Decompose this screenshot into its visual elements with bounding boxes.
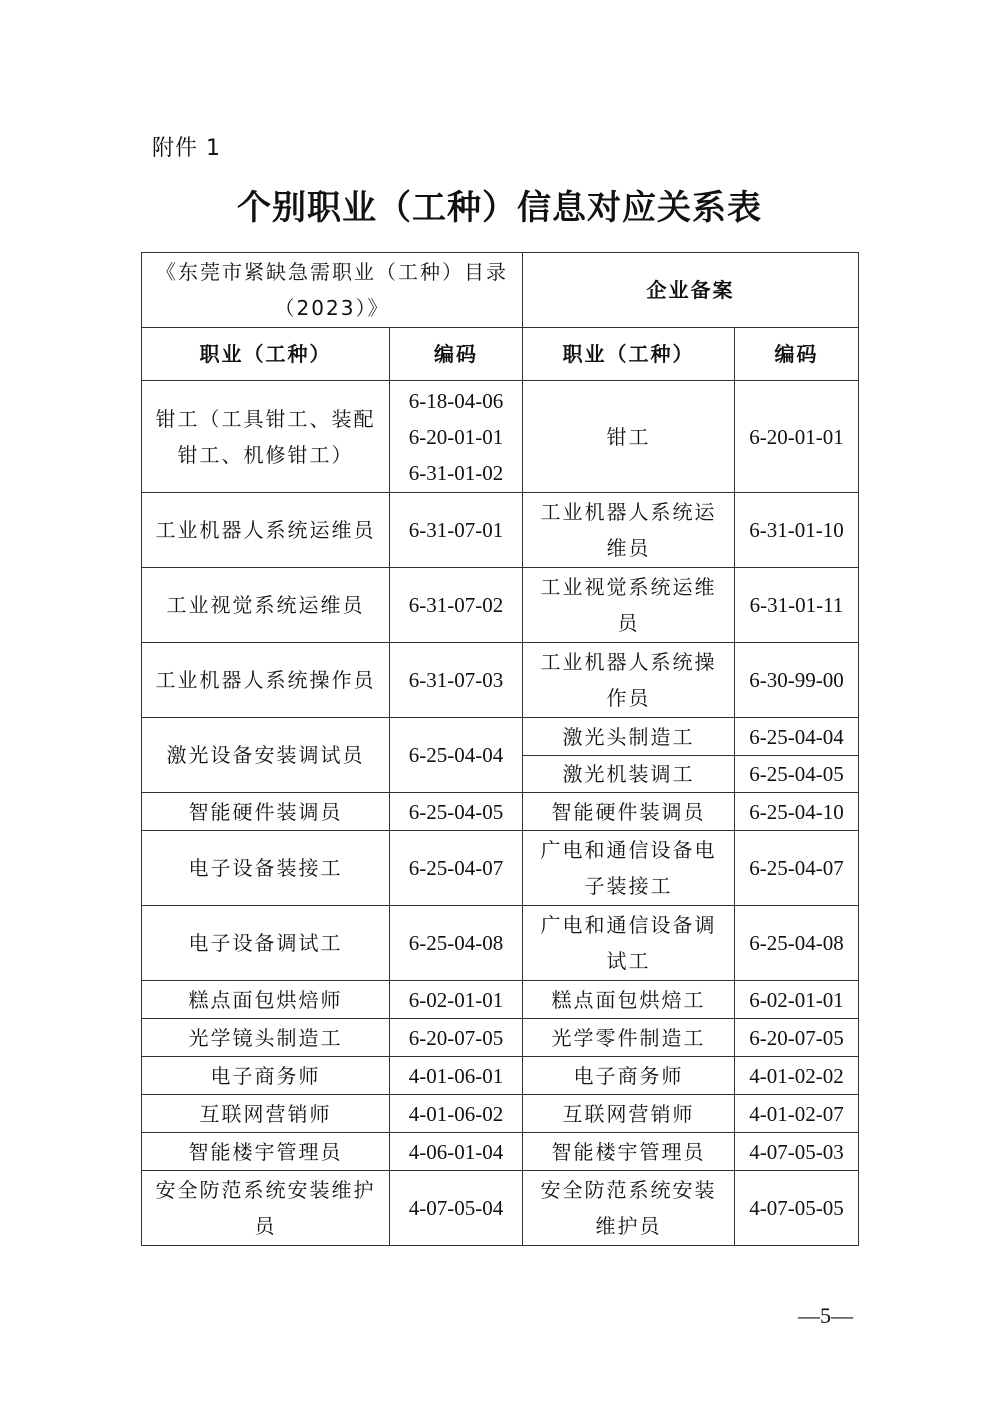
code-right: 4-01-02-02 [735,1057,859,1095]
occupation-left: 激光设备安装调试员 [142,718,390,793]
code-left: 6-25-04-05 [390,793,523,831]
occupation-left: 工业机器人系统运维员 [142,493,390,568]
code-left: 4-01-06-02 [390,1095,523,1133]
code-right: 4-01-02-07 [735,1095,859,1133]
occupation-left: 工业视觉系统运维员 [142,568,390,643]
occupation-left: 电子设备装接工 [142,831,390,906]
code-left: 4-07-05-04 [390,1171,523,1246]
occupation-left: 电子设备调试工 [142,906,390,981]
code-left: 6-25-04-08 [390,906,523,981]
table-row [142,493,859,568]
page-number: —5— [798,1303,853,1328]
col-header-code-right: 编码 [735,328,859,381]
occupation-right: 互联网营销师 [523,1095,735,1133]
table-row [142,1057,859,1095]
code-left: 6-31-07-01 [390,493,523,568]
document-title: 个别职业（工种）信息对应关系表 [237,188,762,228]
occupation-left: 糕点面包烘焙师 [142,981,390,1019]
table-row [142,831,859,906]
occupation-right: 工业机器人系统操作员 [523,643,735,718]
occupation-left: 光学镜头制造工 [142,1019,390,1057]
table-row [142,381,859,493]
table-row [142,1095,859,1133]
table-row [142,1171,859,1246]
col-header-code-left: 编码 [390,328,523,381]
table-row [142,1019,859,1057]
code-left: 6-31-07-02 [390,568,523,643]
code-left: 4-01-06-01 [390,1057,523,1095]
code-right: 6-30-99-00 [735,643,859,718]
group-header-enterprise: 企业备案 [523,253,859,328]
code-left: 6-25-04-04 [390,718,523,793]
column-header-row [142,328,859,381]
code-left-line: 6-18-04-06 [408,388,504,413]
code-right: 6-25-04-04 [735,718,859,756]
code-left: 6-31-07-03 [390,643,523,718]
occupation-right: 广电和通信设备调试工 [523,906,735,981]
col-header-occupation-right: 职业（工种） [523,328,735,381]
occupation-left: 智能楼宇管理员 [142,1133,390,1171]
occupation-left: 钳工（工具钳工、装配钳工、机修钳工） [142,381,390,493]
occupation-right: 工业机器人系统运维员 [523,493,735,568]
code-right: 4-07-05-03 [735,1133,859,1171]
code-left: 6-25-04-07 [390,831,523,906]
code-right: 6-20-01-01 [735,381,859,493]
table-row [142,793,859,831]
code-right: 6-25-04-08 [735,906,859,981]
occupation-left: 互联网营销师 [142,1095,390,1133]
occupation-right: 工业视觉系统运维员 [523,568,735,643]
table-row [142,1133,859,1171]
table-row [142,981,859,1019]
code-left [390,381,523,493]
occupation-right: 激光机装调工 [523,756,735,793]
group-header-row [142,253,859,328]
occupation-left: 智能硬件装调员 [142,793,390,831]
occupation-right: 智能硬件装调员 [523,793,735,831]
table-row [142,906,859,981]
occupation-right: 钳工 [523,381,735,493]
code-left-line: 6-20-01-01 [408,424,504,449]
occupation-left: 工业机器人系统操作员 [142,643,390,718]
attachment-label: 附件 1 [152,136,221,161]
occupation-left: 安全防范系统安装维护员 [142,1171,390,1246]
col-header-occupation-left: 职业（工种） [142,328,390,381]
table-row [142,568,859,643]
occupation-left: 电子商务师 [142,1057,390,1095]
code-right: 6-20-07-05 [735,1019,859,1057]
code-right: 6-25-04-10 [735,793,859,831]
code-right: 6-31-01-11 [735,568,859,643]
occupation-right: 智能楼宇管理员 [523,1133,735,1171]
occupation-mapping-table [141,252,859,1246]
occupation-right: 光学零件制造工 [523,1019,735,1057]
code-right: 6-25-04-07 [735,831,859,906]
occupation-right: 安全防范系统安装维护员 [523,1171,735,1246]
code-left: 6-20-07-05 [390,1019,523,1057]
code-right: 6-25-04-05 [735,756,859,793]
code-right: 6-02-01-01 [735,981,859,1019]
code-left: 6-02-01-01 [390,981,523,1019]
code-left: 4-06-01-04 [390,1133,523,1171]
occupation-right: 激光头制造工 [523,718,735,756]
table-row [142,643,859,718]
code-left-line: 6-31-01-02 [408,460,504,485]
table-row [142,718,859,756]
code-right: 6-31-01-10 [735,493,859,568]
occupation-right: 糕点面包烘焙工 [523,981,735,1019]
occupation-right: 广电和通信设备电子装接工 [523,831,735,906]
code-right: 4-07-05-05 [735,1171,859,1246]
occupation-right: 电子商务师 [523,1057,735,1095]
group-header-catalog: 《东莞市紧缺急需职业（工种）目录（2023）》 [142,253,523,328]
